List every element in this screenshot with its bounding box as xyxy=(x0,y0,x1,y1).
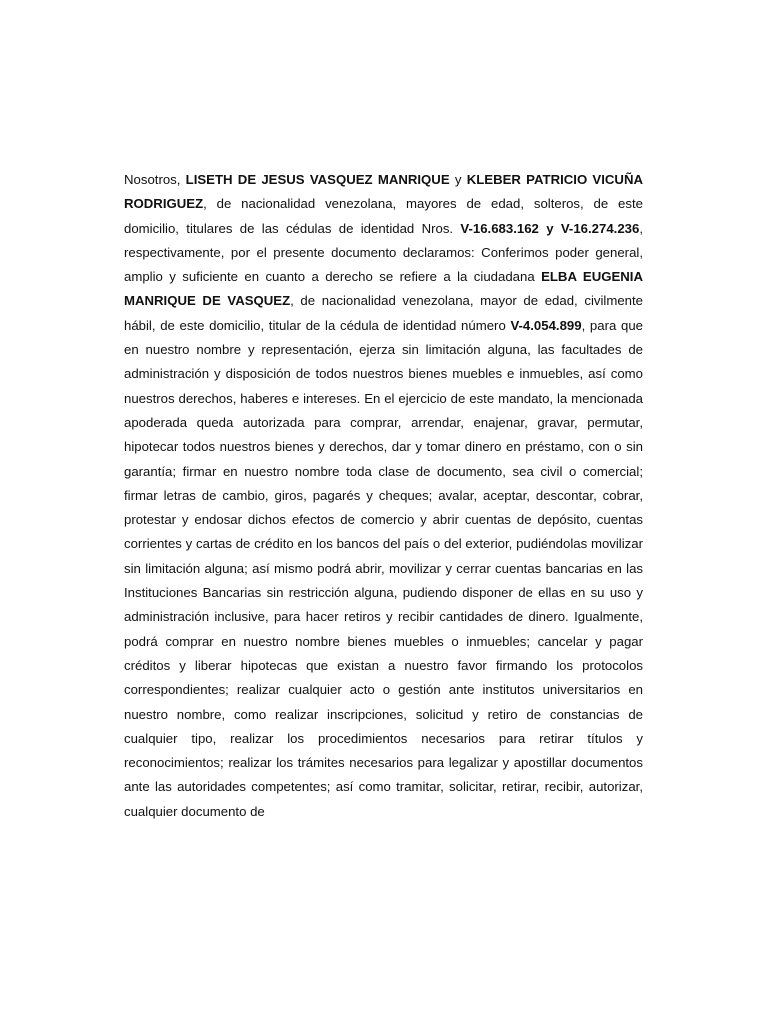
text-run: Nosotros, xyxy=(124,172,186,187)
text-run: y xyxy=(449,172,467,187)
bold-text-run: LISETH DE JESUS VASQUEZ MANRIQUE xyxy=(185,172,450,187)
text-run: , de nacionalidad venezolana, mayores de edad, solteros, de este domicilio, titulares de las cédulas de identidad Nros. xyxy=(124,196,643,236)
text-run: , de nacionalidad venezolana, mayor de edad, civilmente hábil, de este domicilio, titular de la cédula de identidad número xyxy=(124,293,643,333)
body-paragraph xyxy=(124,168,643,824)
bold-text-run: V-4.054.899 xyxy=(510,317,582,333)
text-run: , respectivamente, por el presente documento declaramos: Conferimos poder general, amplio y suficiente en cuanto a derecho se refiere a la ciudadana xyxy=(124,220,643,285)
bold-text-run: ELBA EUGENIA MANRIQUE DE VASQUEZ xyxy=(124,269,643,309)
bold-text-run: V-16.683.162 y V-16.274.236 xyxy=(460,220,640,236)
text-run: , para que en nuestro nombre y representación, ejerza sin limitación alguna, las facultades de administración y disposición de todos nuestros bienes muebles e inmuebles, así como nuestros derechos, haberes e intereses. En el ejercicio de este mandato, la mencionada apoderada queda autorizada para comprar, arrendar, enajenar, gravar, permutar, hipotecar todos nuestros bienes y derechos, dar y tomar dinero en préstamo, con o sin garantía; firmar en nuestro nombre toda clase de documento, sea civil o comercial; firmar letras de cambio, giros, pagarés y cheques; avalar, aceptar, descontar, cobrar, protestar y endosar dichos efectos de comercio y abrir cuentas de depósito, cuentas corrientes y cartas de crédito en los bancos del país o del exterior, pudiéndolas movilizar sin limitación alguna; así mismo podrá abrir, movilizar y cerrar cuentas bancarias en las Instituciones Bancarias sin restricción alguna, pudiendo disponer de ellas en su uso y administración inclusive, para hacer retiros y recibir cantidades de dinero. Igualmente, podrá comprar en nuestro nombre bienes muebles o inmuebles; cancelar y pagar créditos y liberar hipotecas que existan a nuestro favor firmando los protocolos correspondientes; realizar cualquier acto o gestión ante institutos universitarios en nuestro nombre, como realizar inscripciones, solicitud y retiro de constancias de cualquier tipo, realizar los procedimientos necesarios para retirar títulos y reconocimientos; realizar los trámites necesarios para legalizar y apostillar documentos ante las autoridades competentes; así como tramitar, solicitar, retirar, recibir, autorizar, cualquier documento de xyxy=(124,317,644,819)
bold-text-run: KLEBER PATRICIO VICUÑA RODRIGUEZ xyxy=(124,172,643,212)
